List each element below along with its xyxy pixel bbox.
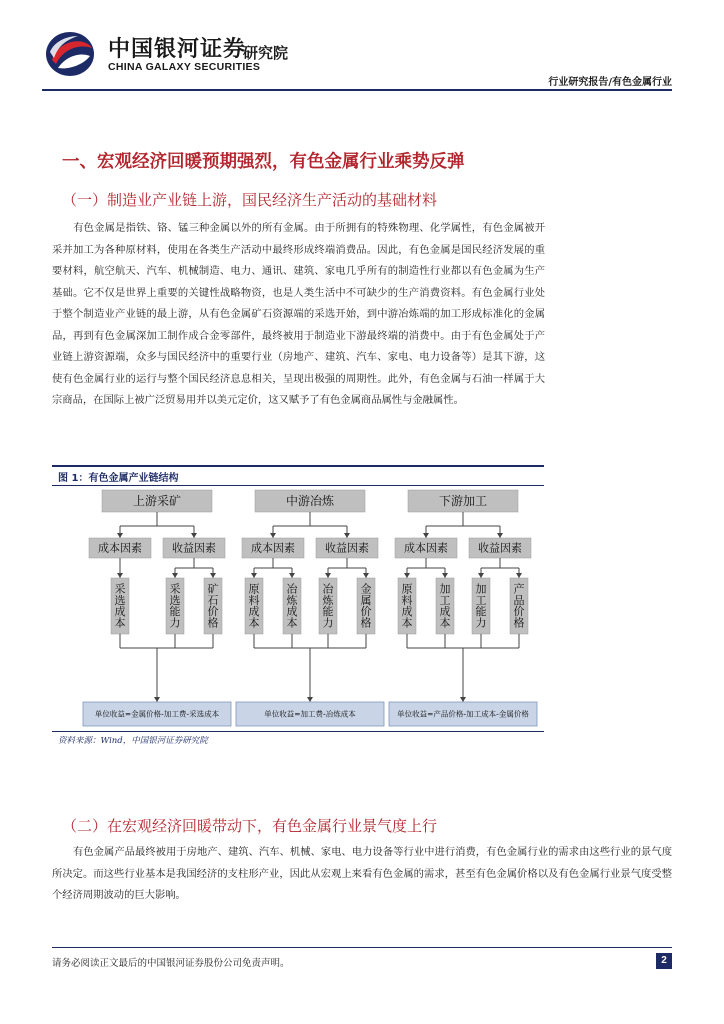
formula-text: 单位收益=产品价格-加工成本-金属价格: [397, 709, 529, 719]
revenue-item-box-char: 能: [169, 605, 181, 619]
figure-caption: 图 1：有色金属产业链结构: [58, 473, 179, 484]
section-title: 一、宏观经济回暖预期强烈，有色金属行业乘势反弹: [62, 152, 465, 172]
revenue-item-box-char: 品: [513, 593, 525, 607]
revenue-item-box-char: 加: [475, 582, 487, 596]
revenue-item-box-char: 价: [360, 605, 372, 619]
revenue-item-box-char: 石: [207, 593, 219, 607]
revenue-item-box-char: 能: [475, 605, 487, 619]
formula-text: 单位收益=金属价格-加工费-采选成本: [94, 709, 220, 719]
brand-name-cn: 中国银河证券: [108, 37, 247, 62]
cost-item-box-char: 成: [114, 605, 126, 619]
stage-title: 中游冶炼: [285, 494, 335, 508]
cost-item-box-char: 本: [286, 616, 298, 630]
revenue-item-box-char: 产: [513, 582, 525, 596]
cost-item-box-char: 原: [248, 582, 260, 596]
stage-title: 上游采矿: [132, 494, 182, 508]
formula-text: 单位收益=加工费-冶炼成本: [264, 709, 356, 719]
cost-item-box-char: 选: [114, 593, 126, 607]
galaxy-logo-icon: [44, 30, 96, 78]
cost-item-box-char: 料: [401, 593, 413, 607]
cost-factor-label: 成本因素: [404, 541, 448, 555]
revenue-item-box-char: 格: [207, 616, 219, 630]
revenue-factor-label: 收益因素: [172, 541, 216, 555]
cost-factor-label: 成本因素: [98, 541, 142, 555]
revenue-item-box-char: 价: [513, 605, 525, 619]
body-paragraph-2: [52, 842, 672, 907]
institute-label: 研究院: [243, 44, 289, 62]
subsection-title-2: （二）在宏观经济回暖带动下，有色金属行业景气度上行: [62, 817, 438, 835]
revenue-item-box-char: 格: [360, 616, 372, 630]
figure-top-rule: [52, 465, 544, 467]
revenue-item-box-char: 价: [207, 605, 219, 619]
body-paragraph-2-text: 有色金属产品最终被用于房地产、建筑、汽车、机械、家电、电力设备等行业中进行消费，有色金属行业的需求由这些行业的景气度所决定。而这些行业基本是我国经济的支柱形产业，因此从宏观上来看有色金属的需求，甚至有色金属价格以及有色金属行业景气度受整个经济周期波动的巨大影响。: [52, 846, 672, 901]
brand-name-en: CHINA GALAXY SECURITIES: [108, 61, 261, 73]
industry-chain-diagram: [52, 486, 544, 731]
revenue-factor-label: 收益因素: [478, 541, 522, 555]
cost-factor-label: 成本因素: [251, 541, 295, 555]
cost-item-box-char: 本: [248, 616, 260, 630]
report-type: 行业研究报告/有色金属行业: [548, 77, 672, 88]
revenue-factor-label: 收益因素: [325, 541, 369, 555]
revenue-item-box-char: 力: [322, 616, 334, 630]
revenue-item-box-char: 格: [513, 616, 525, 630]
body-paragraph-text: 有色金属是指铁、铬、锰三种金属以外的所有金属。由于所拥有的特殊物理、化学属性，有色金属被开采并加工为各种原材料，使用在各类生产活动中最终形成终端消费品。因此，有色金属是国民经济发展的重要材料，航空航天、汽车、机械制造、电力、通讯、建筑、家电几乎所有的制造性行业都以有色金属为生产基础。它不仅是世界上重要的关键性战略物资，也是人类生活中不可缺少的生产消费资料。有色金属行业处于整个制造业产业链的最上游，从有色金属矿石资源端的采选开始，到中游冶炼端的加工形成标准化的金属品，再到有色金属深加工制作成合金零部件，最终被用于制造业下游最终端的消费中。由于有色金属处于产业链上游资源端，众多与国民经济中的重要行业（房地产、建筑、汽车、家电、电力设备等）是其下游，这使有色金属行业的运行与整个国民经济息息相关，呈现出极强的周期性。此外，有色金属与石油一样属于大宗商品，在国际上被广泛贸易用并以美元定价，这又赋予了有色金属商品属性与金融属性。: [52, 222, 545, 406]
revenue-item-box-char: 属: [360, 593, 372, 607]
footer-divider: [52, 947, 672, 948]
revenue-item-box-char: 工: [475, 593, 487, 607]
revenue-item-box-char: 力: [475, 616, 487, 630]
cost-item-box-char: 成: [248, 605, 260, 619]
cost-item-box-char: 采: [114, 582, 126, 596]
revenue-item-box-char: 采: [169, 582, 181, 596]
cost-item-box-char: 料: [248, 593, 260, 607]
revenue-item-box-char: 选: [169, 593, 181, 607]
cost-item-box-char: 工: [439, 593, 451, 607]
revenue-item-box-char: 冶: [322, 582, 334, 596]
cost-item-box-char: 本: [114, 616, 126, 630]
cost-item-box-char: 原: [401, 582, 413, 596]
page-number: 2: [656, 953, 672, 969]
cost-item-box-char: 成: [401, 605, 413, 619]
header-divider: [42, 89, 672, 91]
cost-item-box-char: 炼: [286, 593, 298, 607]
cost-item-box-char: 本: [401, 616, 413, 630]
revenue-item-box-char: 金: [360, 582, 372, 596]
subsection-title: （一）制造业产业链上游，国民经济生产活动的基础材料: [62, 191, 438, 209]
body-paragraph: [52, 218, 545, 412]
cost-item-box-char: 冶: [286, 582, 298, 596]
cost-item-box-char: 本: [439, 616, 451, 630]
stage-title: 下游加工: [438, 494, 488, 508]
footer-disclaimer: 请务必阅读正文最后的中国银河证券股份公司免责声明。: [52, 958, 290, 969]
cost-item-box-char: 成: [439, 605, 451, 619]
revenue-item-box-char: 矿: [207, 582, 219, 596]
revenue-item-box-char: 力: [169, 616, 181, 630]
revenue-item-box-char: 炼: [322, 593, 334, 607]
figure-source: 资料来源：Wind，中国银河证券研究院: [58, 736, 208, 746]
revenue-item-box-char: 能: [322, 605, 334, 619]
figure-bottom-rule: [52, 731, 544, 732]
cost-item-box-char: 加: [439, 582, 451, 596]
cost-item-box-char: 成: [286, 605, 298, 619]
